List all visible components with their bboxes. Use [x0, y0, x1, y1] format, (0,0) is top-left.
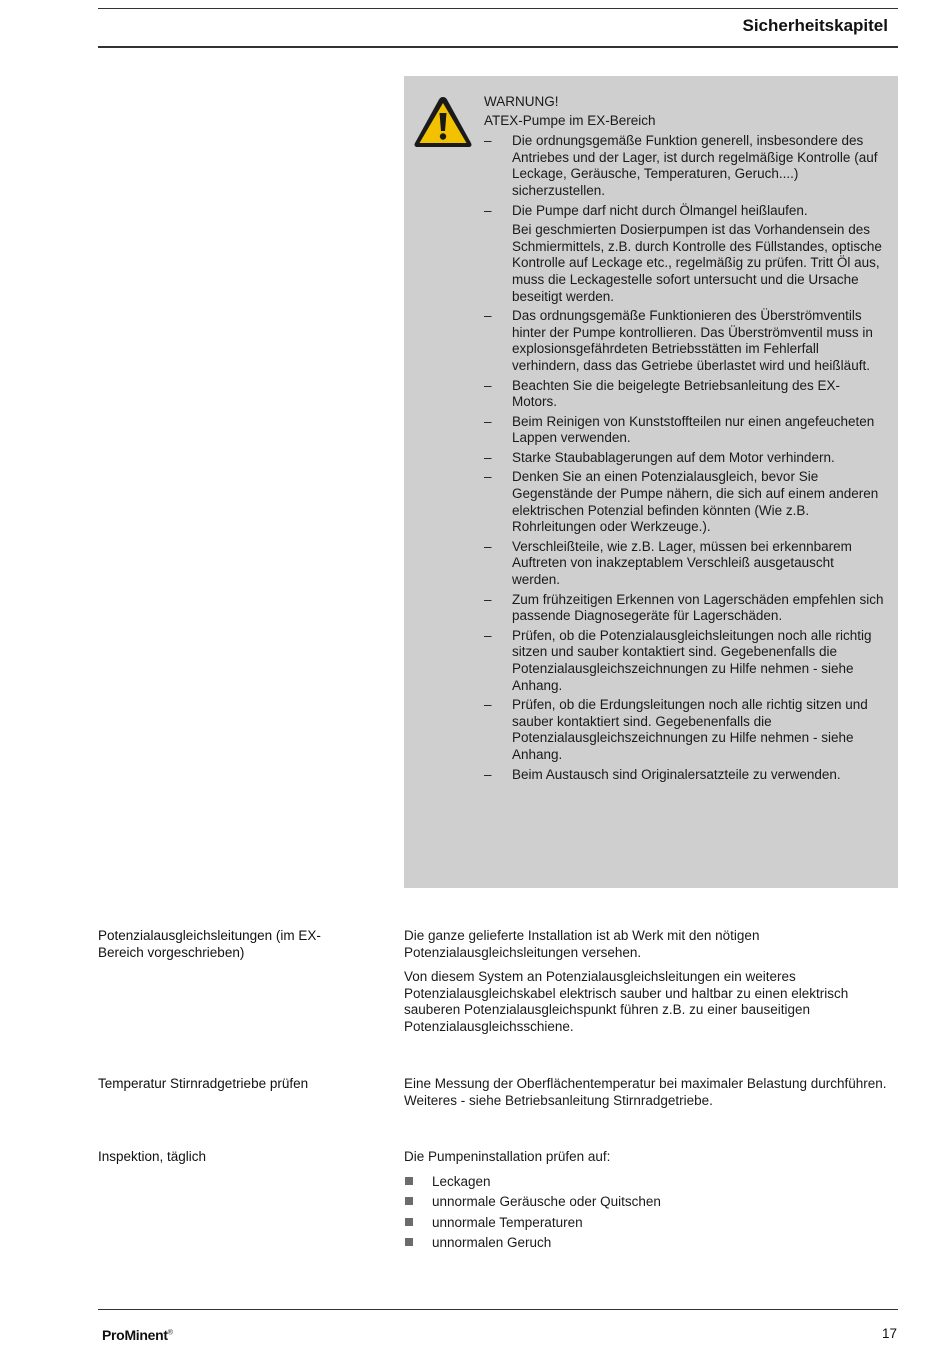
- dash-bullet: –: [484, 308, 492, 324]
- warning-list: [484, 133, 884, 783]
- warning-item-text: Zum frühzeitigen Erkennen von Lagerschäden empfehlen sich passende Diagnosegeräte für Lagerschäden.: [512, 591, 884, 624]
- paragraph: Von diesem System an Potenzialausgleichsleitungen ein weiteres Potenzialausgleichskabel elektrisch sauber und haltbar zu einen elektrisch sauberen Potenzialausgleichspunkt führen z.B. zu einer bauseitigen Potenzialausgleichsschiene.: [404, 969, 849, 1034]
- warning-item: [484, 539, 884, 589]
- page-header-title: Sicherheitskapitel: [742, 16, 888, 35]
- square-bullet-icon: [405, 1218, 413, 1226]
- dash-bullet: –: [484, 766, 492, 782]
- list-item-text: unnormale Geräusche oder Quitschen: [432, 1194, 661, 1210]
- warning-item: [484, 133, 884, 199]
- square-bullet-icon: [405, 1238, 413, 1246]
- section-body: [404, 1076, 898, 1117]
- paragraph: Die Pumpeninstallation prüfen auf:: [404, 1149, 611, 1164]
- dash-bullet: –: [484, 413, 492, 429]
- dash-bullet: –: [484, 377, 492, 393]
- warning-item-text: Beim Austausch sind Originalersatzteile zu verwenden.: [512, 766, 841, 782]
- warning-item: [484, 203, 884, 306]
- prominent-logo: [102, 1327, 173, 1343]
- section-label: Potenzialausgleichsleitungen (im EX-Bereich vorgeschrieben): [98, 928, 321, 960]
- warning-subtitle: ATEX-Pumpe im EX-Bereich: [484, 112, 656, 128]
- warning-item: [484, 469, 884, 535]
- warning-item-text: Starke Staubablagerungen auf dem Motor verhindern.: [512, 449, 835, 465]
- list-item: [404, 1174, 898, 1191]
- warning-item: [484, 697, 884, 763]
- warning-item-text: Prüfen, ob die Potenzialausgleichsleitungen noch alle richtig sitzen und sauber kontaktiert sind. Gegebenenfalls die Potenzialausgleichszeichnungen zu Hilfe nehmen - siehe Anhang.: [512, 627, 872, 693]
- paragraph: Die ganze gelieferte Installation ist ab Werk mit den nötigen Potenzialausgleichsleitungen versehen.: [404, 928, 760, 960]
- warning-item-text: Denken Sie an einen Potenzialausgleich, bevor Sie Gegenstände der Pumpe nähern, die sich auf einem anderen elektrischen Potenzial befinden könnten (Wie z.B. Rohrleitungen oder Werkzeuge.).: [512, 469, 879, 535]
- dash-bullet: –: [484, 591, 492, 607]
- section-body: [404, 928, 898, 1044]
- warning-item-text: Das ordnungsgemäße Funktionieren des Überströmventils hinter der Pumpe kontrollieren. Das Überströmventil muss in explosionsgefährdeten Betriebsstätten im Fehlerfall verhindern, dass das Getriebe überlastet wird und heißläuft.: [512, 308, 873, 373]
- paragraph: Eine Messung der Oberflächentemperatur bei maximaler Belastung durchführen. Weiteres - siehe Betriebsanleitung Stirnradgetriebe.: [404, 1076, 887, 1108]
- warning-item-extra: Bei geschmierten Dosierpumpen ist das Vorhandensein des Schmiermittels, z.B. durch Kontrolle des Füllstandes, optische Kontrolle auf Leckage etc., regelmäßig zu prüfen. Tritt Öl aus, muss die Leckagestelle sofort untersucht und die Ursache beseitigt werden.: [512, 222, 882, 304]
- inspection-list: [404, 1174, 898, 1252]
- registered-mark: ®: [167, 1329, 173, 1337]
- warning-item-text: Prüfen, ob die Erdungsleitungen noch alle richtig sitzen und sauber kontaktiert sind. Gegebenenfalls die Potenzialausgleichszeichnungen zu Hilfe nehmen - siehe Anhang.: [512, 697, 868, 762]
- warning-item: [484, 414, 884, 447]
- list-item: [404, 1194, 898, 1211]
- page-number: 17: [881, 1326, 897, 1341]
- section-body: [404, 1149, 898, 1256]
- dash-bullet: –: [484, 469, 492, 485]
- warning-content: [484, 94, 884, 786]
- warning-item: [484, 308, 884, 374]
- dash-bullet: –: [484, 538, 492, 554]
- header-rule: [98, 46, 898, 48]
- top-rule: [98, 8, 898, 9]
- warning-box: [404, 76, 898, 888]
- warning-item-text: Beim Reinigen von Kunststoffteilen nur einen angefeucheten Lappen verwenden.: [512, 413, 875, 446]
- warning-item-text: Die Pumpe darf nicht durch Ölmangel heißlaufen.: [512, 202, 808, 218]
- dash-bullet: –: [484, 697, 492, 713]
- section-label: Temperatur Stirnradgetriebe prüfen: [98, 1076, 309, 1091]
- logo-text: ProMinent: [102, 1327, 168, 1343]
- square-bullet-icon: [405, 1197, 413, 1205]
- dash-bullet: –: [484, 627, 492, 643]
- warning-item: [484, 767, 884, 784]
- square-bullet-icon: [405, 1177, 413, 1185]
- dash-bullet: –: [484, 133, 492, 149]
- warning-title: WARNUNG!: [484, 94, 559, 109]
- warning-item-text: Beachten Sie die beigelegte Betriebsanleitung des EX-Motors.: [512, 377, 840, 410]
- warning-item: [484, 592, 884, 625]
- warning-item-text: Die ordnungsgemäße Funktion generell, insbesondere des Antriebes und der Lager, ist durch regelmäßige Kontrolle (auf Leckage, Geräusche, Temperaturen, Geruch....) sicherzustellen.: [512, 133, 878, 198]
- list-item-text: unnormalen Geruch: [432, 1235, 552, 1251]
- warning-triangle-icon: [412, 94, 474, 150]
- warning-item: [484, 628, 884, 694]
- warning-item: [484, 450, 884, 467]
- section-label: Inspektion, täglich: [98, 1149, 207, 1164]
- footer-rule: [98, 1309, 898, 1310]
- list-item: [404, 1235, 898, 1252]
- list-item-text: unnormale Temperaturen: [432, 1214, 583, 1230]
- dash-bullet: –: [484, 202, 492, 218]
- warning-item-text: Verschleißteile, wie z.B. Lager, müssen bei erkennbarem Auftreten von inakzeptablem Verschleiß ausgetauscht werden.: [512, 538, 852, 588]
- list-item-text: Leckagen: [432, 1173, 491, 1189]
- list-item: [404, 1215, 898, 1232]
- dash-bullet: –: [484, 449, 492, 465]
- warning-item: [484, 378, 884, 411]
